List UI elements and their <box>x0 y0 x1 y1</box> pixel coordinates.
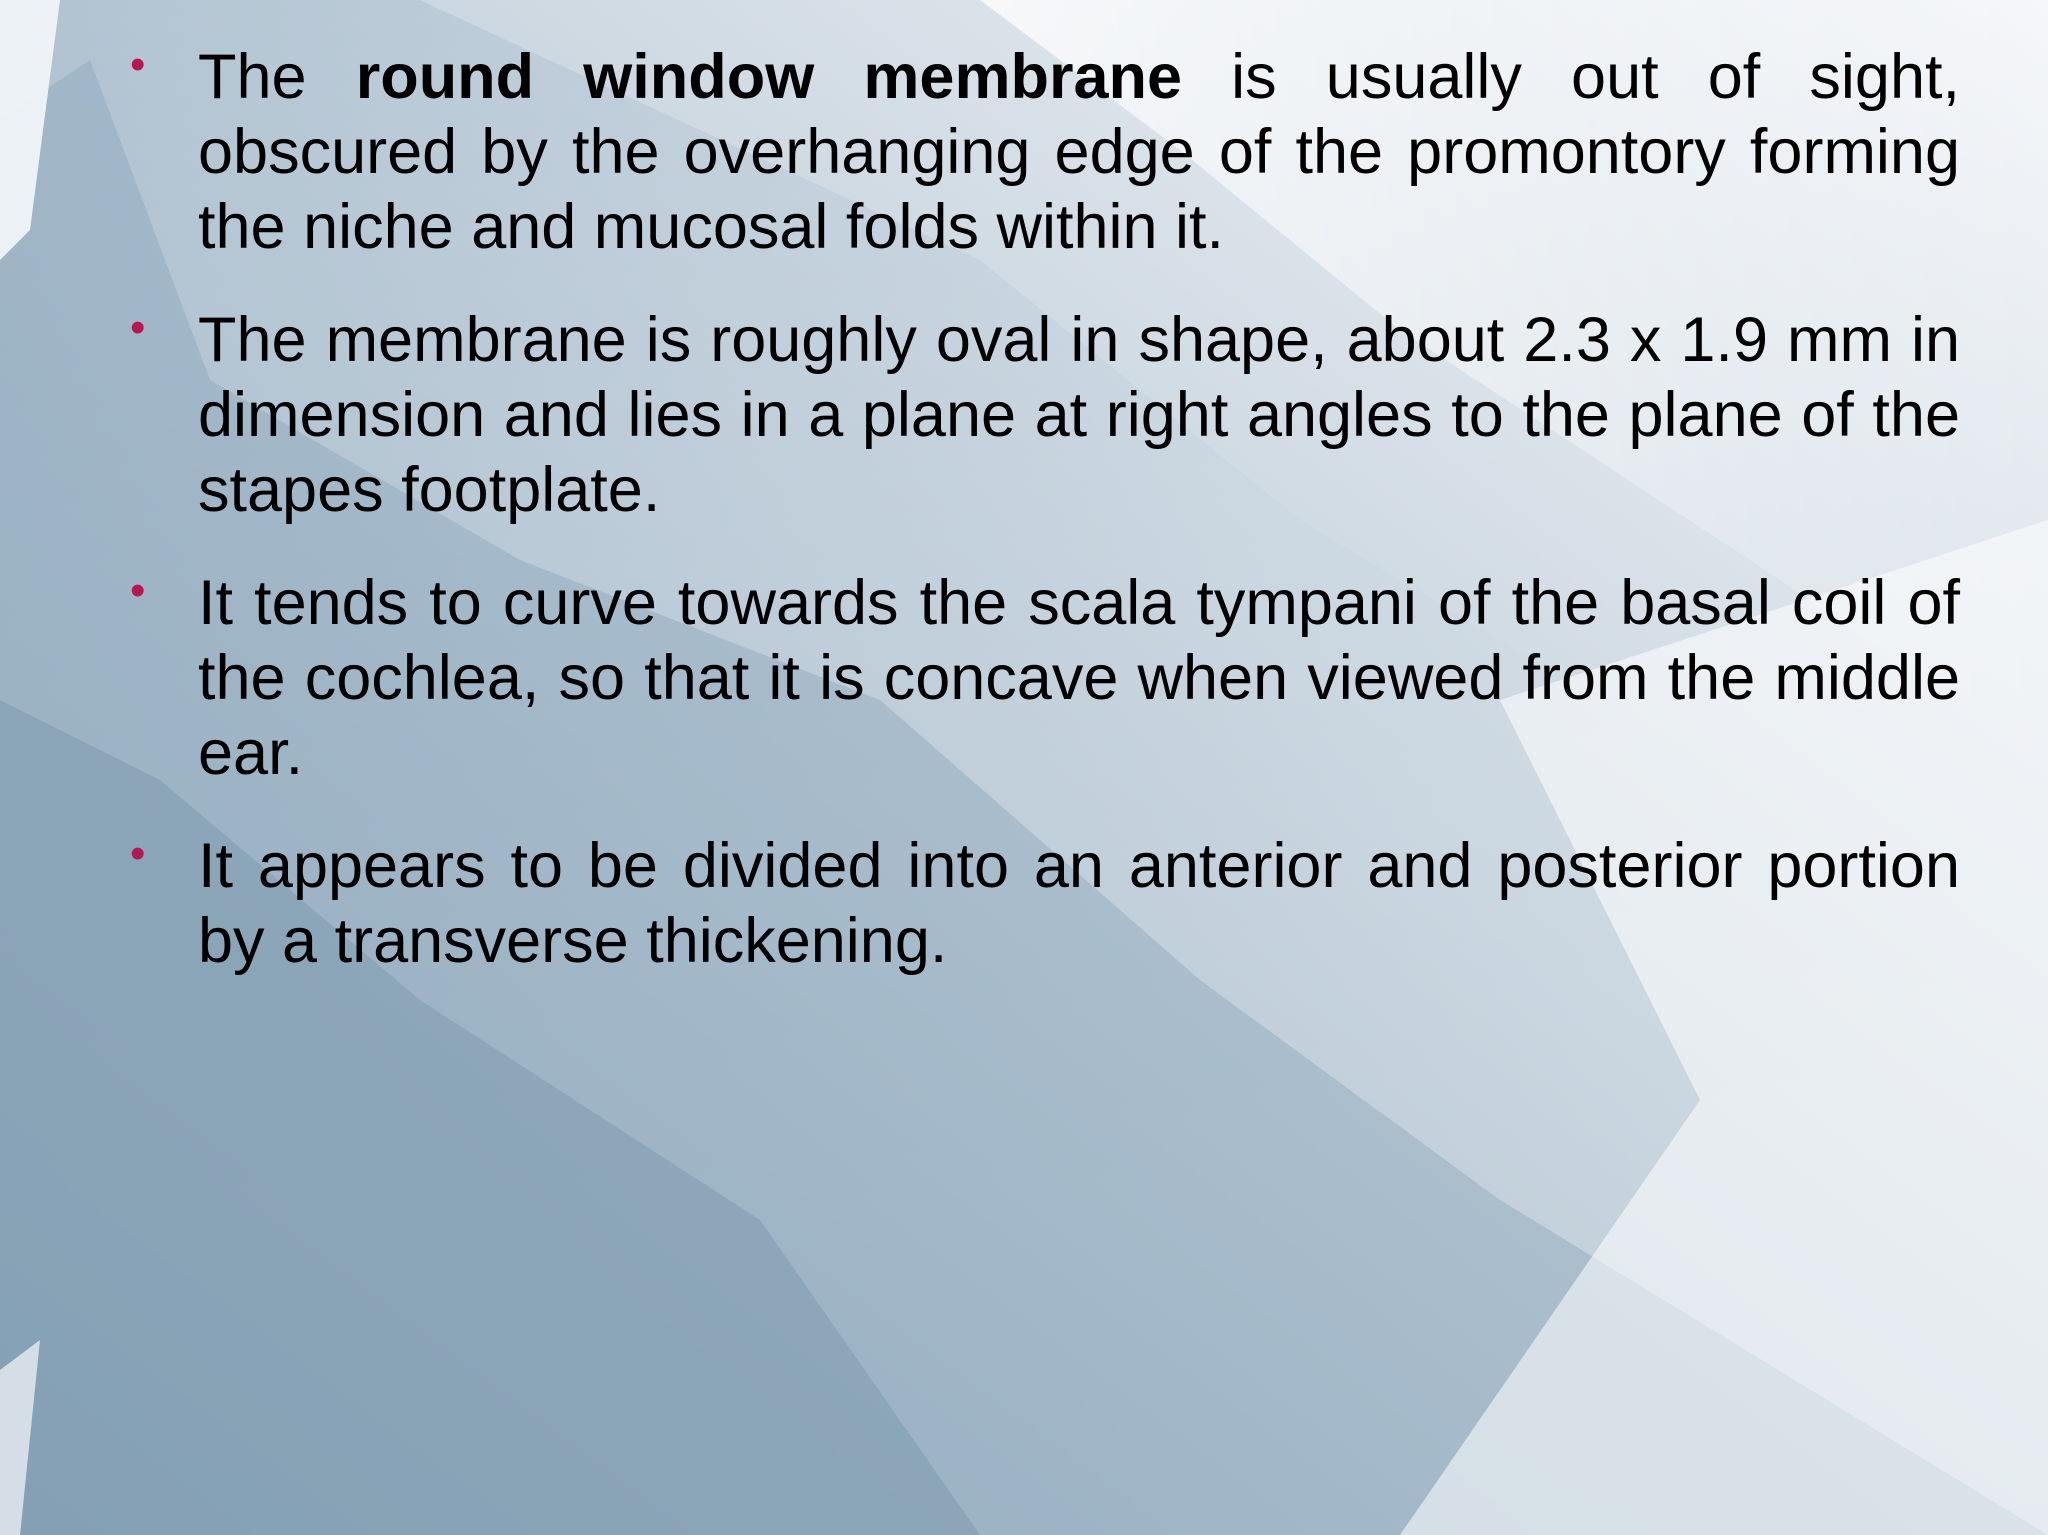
bullet-item-1 <box>130 40 1960 265</box>
bullet-item-4 <box>130 829 1960 979</box>
bullet-item-2 <box>130 303 1960 528</box>
bullet-dot-icon: • <box>130 40 146 89</box>
bullet-dot-icon: • <box>130 566 146 615</box>
bullet-text: It tends to curve towards the scala tympani of the basal coil of the cochlea, so that it is concave when viewed from the middle ear. <box>198 568 1960 788</box>
bullet-text: The membrane is roughly oval in shape, about 2.3 x 1.9 mm in dimension and lies in a plane at right angles to the plane of the stapes footplate. <box>198 305 1960 525</box>
bullet-dot-icon: • <box>130 829 146 878</box>
bullet-dot-icon: • <box>130 303 146 352</box>
bullet-text-bold: round window membrane <box>355 42 1183 112</box>
bullet-text-lead: The <box>198 42 356 112</box>
slide-body <box>130 40 1960 1017</box>
bullet-text-rest: is usually out of sight, obscured by the overhanging edge of the promontory forming the niche and mucosal folds within it. <box>198 42 1960 262</box>
bullet-item-3 <box>130 566 1960 791</box>
bullet-text: It appears to be divided into an anterior and posterior portion by a transverse thickening. <box>198 831 1960 976</box>
